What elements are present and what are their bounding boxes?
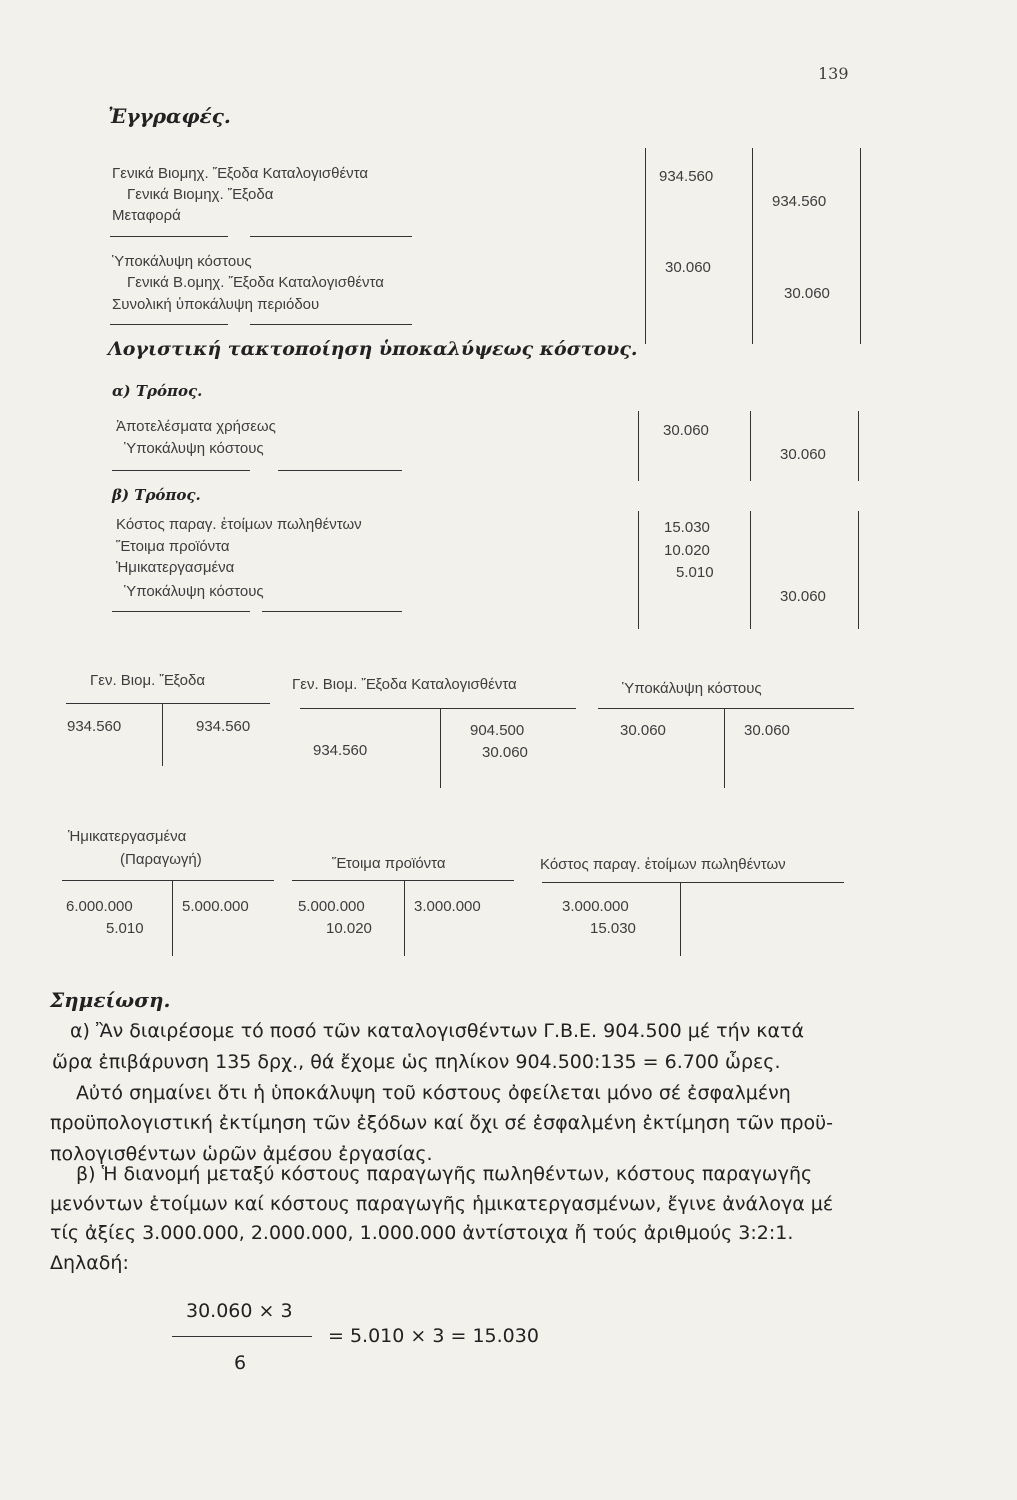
t-etoima-topline xyxy=(292,880,514,881)
entry2-credit-amount: 30.060 xyxy=(784,285,830,302)
t-gen-title: Γεν. Βιομ. Ἔξοδα xyxy=(90,672,206,689)
t-kostos-debit-1: 3.000.000 xyxy=(562,898,629,915)
method-a-debit-amount: 30.060 xyxy=(663,422,709,439)
method-b-credit-amount: 30.060 xyxy=(780,588,826,605)
method-a-col-line xyxy=(858,411,859,481)
entry1-credit-amount: 934.560 xyxy=(772,193,827,210)
entries-heading: Ἐγγραφές. xyxy=(108,104,231,128)
t-gen-divider xyxy=(162,703,163,766)
method-b-col-line xyxy=(638,511,639,629)
t-gen-debit: 934.560 xyxy=(67,718,122,735)
method-a-col-line xyxy=(638,411,639,481)
method-a-credit-account: Ὑποκάλυψη κόστους xyxy=(124,440,264,457)
entry1-credit-account: Γενικά Βιομηχ. Ἔξοδα xyxy=(127,186,274,203)
t-etoima-divider xyxy=(404,880,405,956)
t-imi-credit: 5.000.000 xyxy=(182,898,249,915)
entry2-debit-account: Ὑποκάλυψη κόστους xyxy=(112,253,252,270)
note-b-line-3: τίς ἀξίες 3.000.000, 2.000.000, 1.000.000 ἀντίστοιχα ἤ τούς ἀριθμούς 3:2:1. xyxy=(50,1222,794,1244)
entry1-separator xyxy=(110,236,228,237)
entry2-narration: Συνολική ὑποκάλυψη περιόδου xyxy=(112,296,320,313)
method-b-amount-2: 10.020 xyxy=(664,542,710,559)
t-kostos-topline xyxy=(542,882,844,883)
formula-fraction-bar xyxy=(172,1336,312,1337)
t-etoima-debit-2: 10.020 xyxy=(326,920,372,937)
t-etoima-credit: 3.000.000 xyxy=(414,898,481,915)
t-ypo-divider xyxy=(724,708,725,788)
entry2-separator xyxy=(250,324,412,325)
journal-col-line xyxy=(860,148,861,344)
t-kostos-title: Κόστος παραγ. ἑτοίμων πωληθέντων xyxy=(540,856,786,873)
note-heading: Σημείωση. xyxy=(50,988,171,1012)
entry2-debit-amount: 30.060 xyxy=(665,259,711,276)
method-a-credit-amount: 30.060 xyxy=(780,446,826,463)
t-imi-debit-2: 5.010 xyxy=(106,920,144,937)
method-b-col-line xyxy=(858,511,859,629)
method-b-credit-account: Ὑποκάλυψη κόστους xyxy=(124,583,264,600)
note-a-line-4: προϋπολογιστική ἐκτίμηση τῶν ἐξόδων καί ὄχι σέ ἐσφαλμένη ἐκτίμηση τῶν προϋ- xyxy=(50,1112,834,1134)
t-ypo-title: Ὑποκάλυψη κόστους xyxy=(622,680,762,697)
method-b-amount-1: 15.030 xyxy=(664,519,710,536)
formula-denominator: 6 xyxy=(234,1352,247,1374)
t-kat-title: Γεν. Βιομ. Ἔξοδα Καταλογισθέντα xyxy=(292,676,517,693)
page-number: 139 xyxy=(818,64,849,83)
t-ypo-debit: 30.060 xyxy=(620,722,666,739)
t-kat-divider xyxy=(440,708,441,788)
t-etoima-title: Ἕτοιμα προϊόντα xyxy=(332,855,446,872)
formula-numerator: 30.060 × 3 xyxy=(186,1300,293,1322)
entry1-debit-amount: 934.560 xyxy=(659,168,714,185)
t-gen-topline xyxy=(66,703,270,704)
t-etoima-debit-1: 5.000.000 xyxy=(298,898,365,915)
t-imi-topline xyxy=(62,880,274,881)
method-b-separator xyxy=(112,611,250,612)
method-a-col-line xyxy=(750,411,751,481)
t-ypo-credit: 30.060 xyxy=(744,722,790,739)
method-b-title: β) Τρόπος. xyxy=(112,486,201,504)
entry2-credit-account: Γενικά Β.ομηχ. Ἔξοδα Καταλογισθέντα xyxy=(127,274,384,291)
method-b-separator xyxy=(262,611,402,612)
journal-col-line xyxy=(645,148,646,344)
method-b-debit-account-2: Ἕτοιμα προϊόντα xyxy=(116,538,230,555)
journal-col-line xyxy=(752,148,753,344)
method-b-debit-account-1: Κόστος παραγ. ἑτοίμων πωληθέντων xyxy=(116,516,362,533)
method-b-debit-account-3: Ἡμικατεργασμένα xyxy=(116,559,235,576)
entry1-debit-account: Γενικά Βιομηχ. Ἔξοδα Καταλογισθέντα xyxy=(112,165,369,182)
method-a-title: α) Τρόπος. xyxy=(112,382,203,400)
t-imi-divider xyxy=(172,880,173,956)
t-kat-credit-2: 30.060 xyxy=(482,744,528,761)
t-imi-debit-1: 6.000.000 xyxy=(66,898,133,915)
entry2-separator xyxy=(110,324,228,325)
t-imi-subtitle: (Παραγωγή) xyxy=(120,851,202,868)
note-a-line-2: ὥρα ἐπιβάρυνση 135 δρχ., θά ἔχομε ὡς πηλίκον 904.500:135 = 6.700 ὧρες. xyxy=(52,1051,781,1073)
t-kat-credit-1: 904.500 xyxy=(470,722,525,739)
note-a-line-1: α) Ἂν διαιρέσομε τό ποσό τῶν καταλογισθέντων Γ.Β.Ε. 904.500 μέ τήν κατά xyxy=(70,1020,804,1042)
formula-result: = 5.010 × 3 = 15.030 xyxy=(328,1325,539,1347)
t-ypo-topline xyxy=(598,708,854,709)
note-b-line-2: μενόντων ἑτοίμων καί κόστους παραγωγῆς ἡμικατεργασμένων, ἔγινε ἀνάλογα μέ xyxy=(50,1193,834,1215)
method-a-separator xyxy=(112,470,250,471)
t-kostos-divider xyxy=(680,882,681,956)
note-a-line-5: πολογισθέντων ὡρῶν ἀμέσου ἐργασίας. xyxy=(50,1143,433,1165)
method-b-amount-3: 5.010 xyxy=(676,564,714,581)
method-a-separator xyxy=(278,470,402,471)
entry1-separator xyxy=(250,236,412,237)
entry1-narration: Μεταφορά xyxy=(112,207,181,224)
method-a-debit-account: Ἀποτελέσματα χρήσεως xyxy=(116,418,276,435)
method-b-col-line xyxy=(750,511,751,629)
note-b-line-1: β) Ἡ διανομή μεταξύ κόστους παραγωγῆς πωληθέντων, κόστους παραγωγῆς xyxy=(76,1163,813,1185)
t-kostos-debit-2: 15.030 xyxy=(590,920,636,937)
t-imi-title: Ἡμικατεργασμένα xyxy=(68,828,187,845)
t-kat-topline xyxy=(300,708,576,709)
t-kat-debit: 934.560 xyxy=(313,742,368,759)
note-a-line-3: Αὐτό σημαίνει ὅτι ἡ ὑποκάλυψη τοῦ κόστους ὀφείλεται μόνο σέ ἐσφαλμένη xyxy=(76,1082,791,1104)
note-b-line-4: Δηλαδή: xyxy=(50,1252,129,1274)
t-gen-credit: 934.560 xyxy=(196,718,251,735)
settlement-heading: Λογιστική τακτοποίηση ὑποκαλύψεως κόστους. xyxy=(108,338,638,360)
